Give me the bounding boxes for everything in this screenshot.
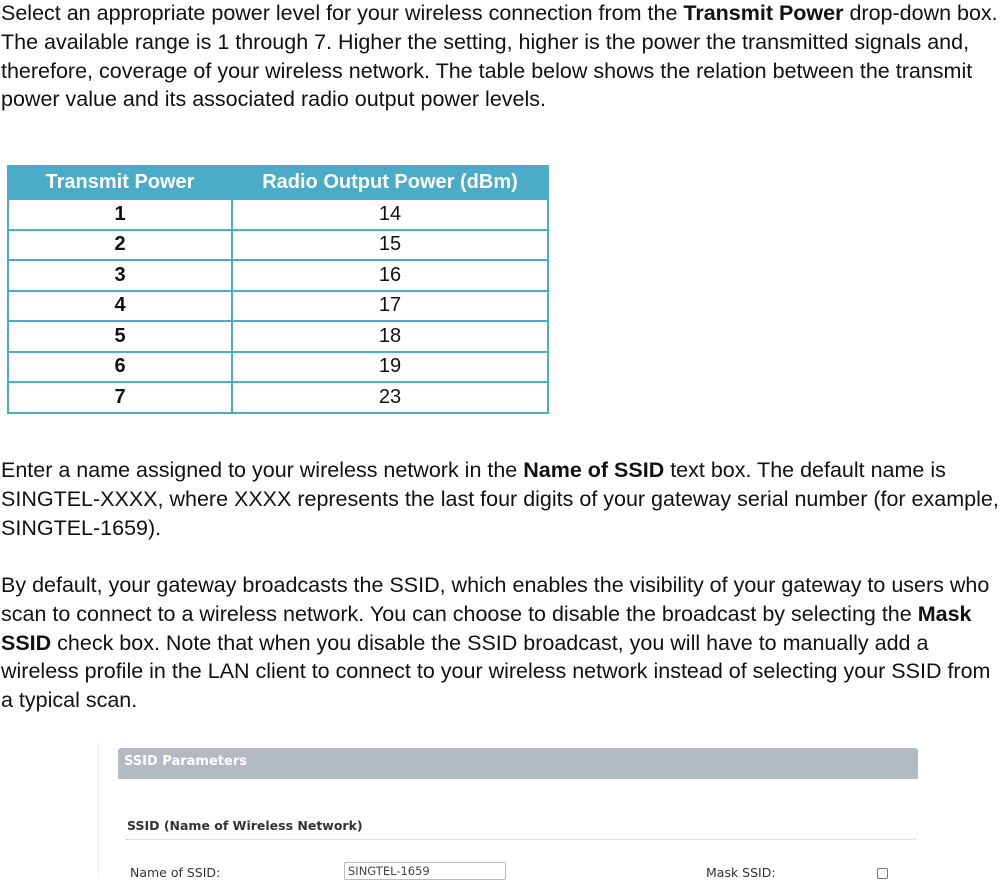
bold-term: Transmit Power	[683, 1, 844, 25]
mask-ssid-label: Mask SSID:	[706, 865, 776, 880]
divider	[126, 839, 916, 840]
panel-title: SSID Parameters	[118, 748, 918, 779]
bold-term: Mask SSID	[1, 601, 972, 655]
col-header: Transmit Power	[8, 166, 232, 199]
transmit-power-cell: 5	[8, 321, 232, 352]
radio-output-cell: 19	[232, 352, 548, 383]
radio-output-cell: 17	[232, 291, 548, 322]
mask-ssid-checkbox[interactable]	[877, 868, 888, 879]
table-row	[8, 260, 548, 291]
transmit-power-cell: 3	[8, 260, 232, 291]
ssid-parameters-screenshot	[98, 742, 921, 880]
table-row	[8, 230, 548, 261]
transmit-power-table	[7, 165, 549, 414]
name-of-ssid-label: Name of SSID:	[130, 865, 221, 880]
radio-output-cell: 15	[232, 230, 548, 261]
intro-paragraph	[1, 0, 1006, 114]
transmit-power-cell: 1	[8, 199, 232, 230]
radio-output-cell: 18	[232, 321, 548, 352]
transmit-power-cell: 2	[8, 230, 232, 261]
name-of-ssid-input[interactable]: SINGTEL-1659	[344, 862, 506, 880]
bold-term: Name of SSID	[523, 458, 665, 482]
text: By default, your gateway broadcasts the SSID, which enables the visibility of your gateway to users who scan to connect to a wireless network. You can choose to disable the broadcast by selecting the	[1, 573, 990, 626]
section-title: SSID (Name of Wireless Network)	[127, 818, 363, 833]
transmit-power-cell: 6	[8, 352, 232, 383]
text: Select an appropriate power level for your wireless connection from the	[1, 1, 684, 25]
radio-output-cell: 23	[232, 382, 548, 413]
transmit-power-cell: 4	[8, 291, 232, 322]
text: check box. Note that when you disable the SSID broadcast, you will have to manually add a wireless profile in the LAN client to connect to your wireless network instead of selecting your SSID from a typical scan.	[1, 630, 991, 713]
text: Enter a name assigned to your wireless network in the	[1, 458, 524, 482]
col-header: Radio Output Power (dBm)	[232, 166, 548, 199]
text: drop-down box. The available range is 1 through 7. Higher the setting, higher is the power the transmitted signals and, therefore, coverage of your wireless network. The table below shows the relation between the transmit power value and its associated radio output power levels.	[1, 1, 998, 112]
radio-output-cell: 14	[232, 199, 548, 230]
text: text box. The default name is SINGTEL-XXXX, where XXXX represents the last four digits of your gateway serial number (for example, SINGTEL-1659).	[1, 458, 999, 540]
ssid-paragraph	[1, 456, 1008, 542]
table-row	[8, 291, 548, 322]
table-row	[8, 352, 548, 383]
table-row	[8, 199, 548, 230]
mask-paragraph	[1, 571, 1001, 715]
transmit-power-cell: 7	[8, 382, 232, 413]
radio-output-cell: 16	[232, 260, 548, 291]
table-row	[8, 321, 548, 352]
table-row	[8, 382, 548, 413]
